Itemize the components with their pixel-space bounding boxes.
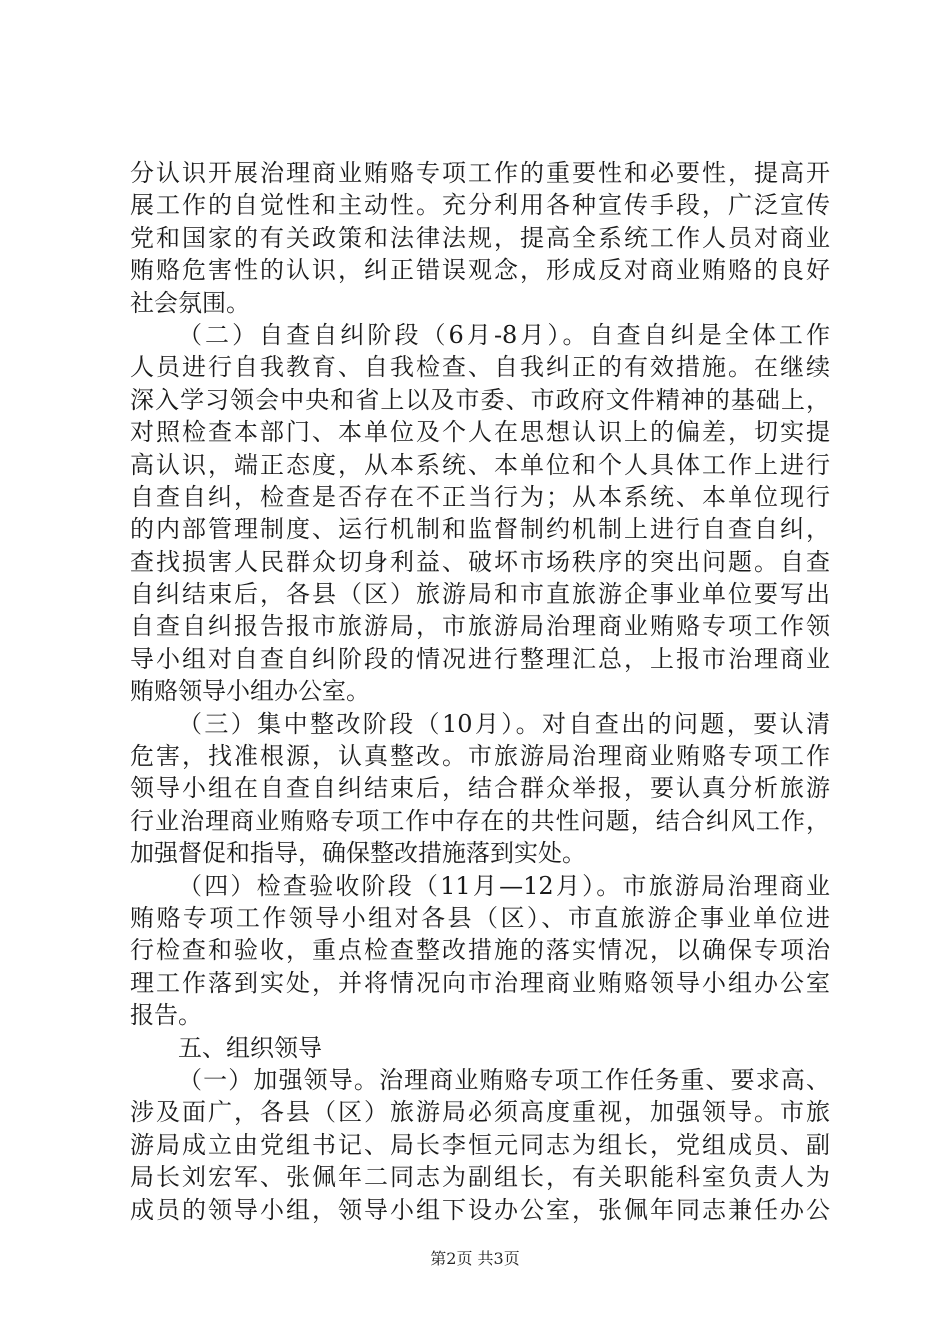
text-line: 自查自纠报告报市旅游局，市旅游局治理商业贿赂专项工作领 bbox=[130, 612, 830, 641]
page-number-footer: 第2页 共3页 bbox=[430, 1249, 520, 1268]
text-line: 人员进行自我教育、自我检查、自我纠正的有效措施。在继续 bbox=[130, 353, 830, 382]
text-line: 局长刘宏军、张佩年二同志为副组长，有关职能科室负责人为 bbox=[130, 1163, 830, 1192]
text-line: 行业治理商业贿赂专项工作中存在的共性问题，结合纠风工作， bbox=[130, 806, 830, 835]
text-line: 党和国家的有关政策和法律法规，提高全系统工作人员对商业 bbox=[130, 223, 830, 252]
paragraph-heading-line: （二）自查自纠阶段（6月-8月）。自查自纠是全体工作 bbox=[178, 320, 830, 349]
text-line: 分认识开展治理商业贿赂专项工作的重要性和必要性，提高开 bbox=[130, 159, 830, 187]
text-line: 自查自纠，检查是否存在不正当行为；从本系统、本单位现行 bbox=[130, 482, 830, 511]
text-line: 高认识，端正态度，从本系统、本单位和个人具体工作上进行 bbox=[130, 450, 830, 479]
text-line: 贿赂领导小组办公室。 bbox=[130, 677, 370, 706]
text-line: 加强督促和指导，确保整改措施落到实处。 bbox=[130, 839, 586, 868]
text-line: 涉及面广，各县（区）旅游局必须高度重视，加强领导。市旅 bbox=[130, 1098, 830, 1127]
text-line: 导小组对自查自纠阶段的情况进行整理汇总，上报市治理商业 bbox=[130, 644, 830, 673]
text-line: 对照检查本部门、本单位及个人在思想认识上的偏差，切实提 bbox=[130, 418, 830, 447]
text-line: 领导小组在自查自纠结束后，结合群众举报，要认真分析旅游 bbox=[130, 774, 830, 803]
text-line: 理工作落到实处，并将情况向市治理商业贿赂领导小组办公室 bbox=[130, 968, 830, 997]
text-line: 展工作的自觉性和主动性。充分利用各种宣传手段，广泛宣传 bbox=[130, 191, 830, 220]
paragraph-heading-line: （四）检查验收阶段（11月—12月）。市旅游局治理商业 bbox=[178, 871, 830, 900]
text-line: 自纠结束后，各县（区）旅游局和市直旅游企事业单位要写出 bbox=[130, 580, 830, 609]
text-line: 社会氛围。 bbox=[130, 288, 250, 317]
text-line: 查找损害人民群众切身利益、破坏市场秩序的突出问题。自查 bbox=[130, 547, 830, 576]
paragraph-heading-line: （一）加强领导。治理商业贿赂专项工作任务重、要求高、 bbox=[178, 1065, 830, 1094]
text-line: 的内部管理制度、运行机制和监督制约机制上进行自查自纠， bbox=[130, 515, 830, 544]
paragraph-heading-line: （三）集中整改阶段（10月）。对自查出的问题，要认清 bbox=[178, 709, 830, 738]
section-heading: 五、组织领导 bbox=[178, 1033, 322, 1062]
body-text bbox=[130, 157, 830, 1226]
text-line: 行检查和验收，重点检查整改措施的落实情况，以确保专项治 bbox=[130, 936, 830, 965]
text-line: 危害，找准根源，认真整改。市旅游局治理商业贿赂专项工作 bbox=[130, 742, 830, 771]
text-line: 成员的领导小组，领导小组下设办公室，张佩年同志兼任办公 bbox=[130, 1195, 830, 1224]
text-line: 游局成立由党组书记、局长李恒元同志为组长，党组成员、副 bbox=[130, 1130, 830, 1159]
text-line: 报告。 bbox=[130, 1001, 202, 1030]
text-line: 贿赂危害性的认识，纠正错误观念，形成反对商业贿赂的良好 bbox=[130, 256, 830, 285]
text-line: 贿赂专项工作领导小组对各县（区）、市直旅游企事业单位进 bbox=[130, 903, 830, 932]
text-line: 深入学习领会中央和省上以及市委、市政府文件精神的基础上， bbox=[130, 385, 830, 414]
